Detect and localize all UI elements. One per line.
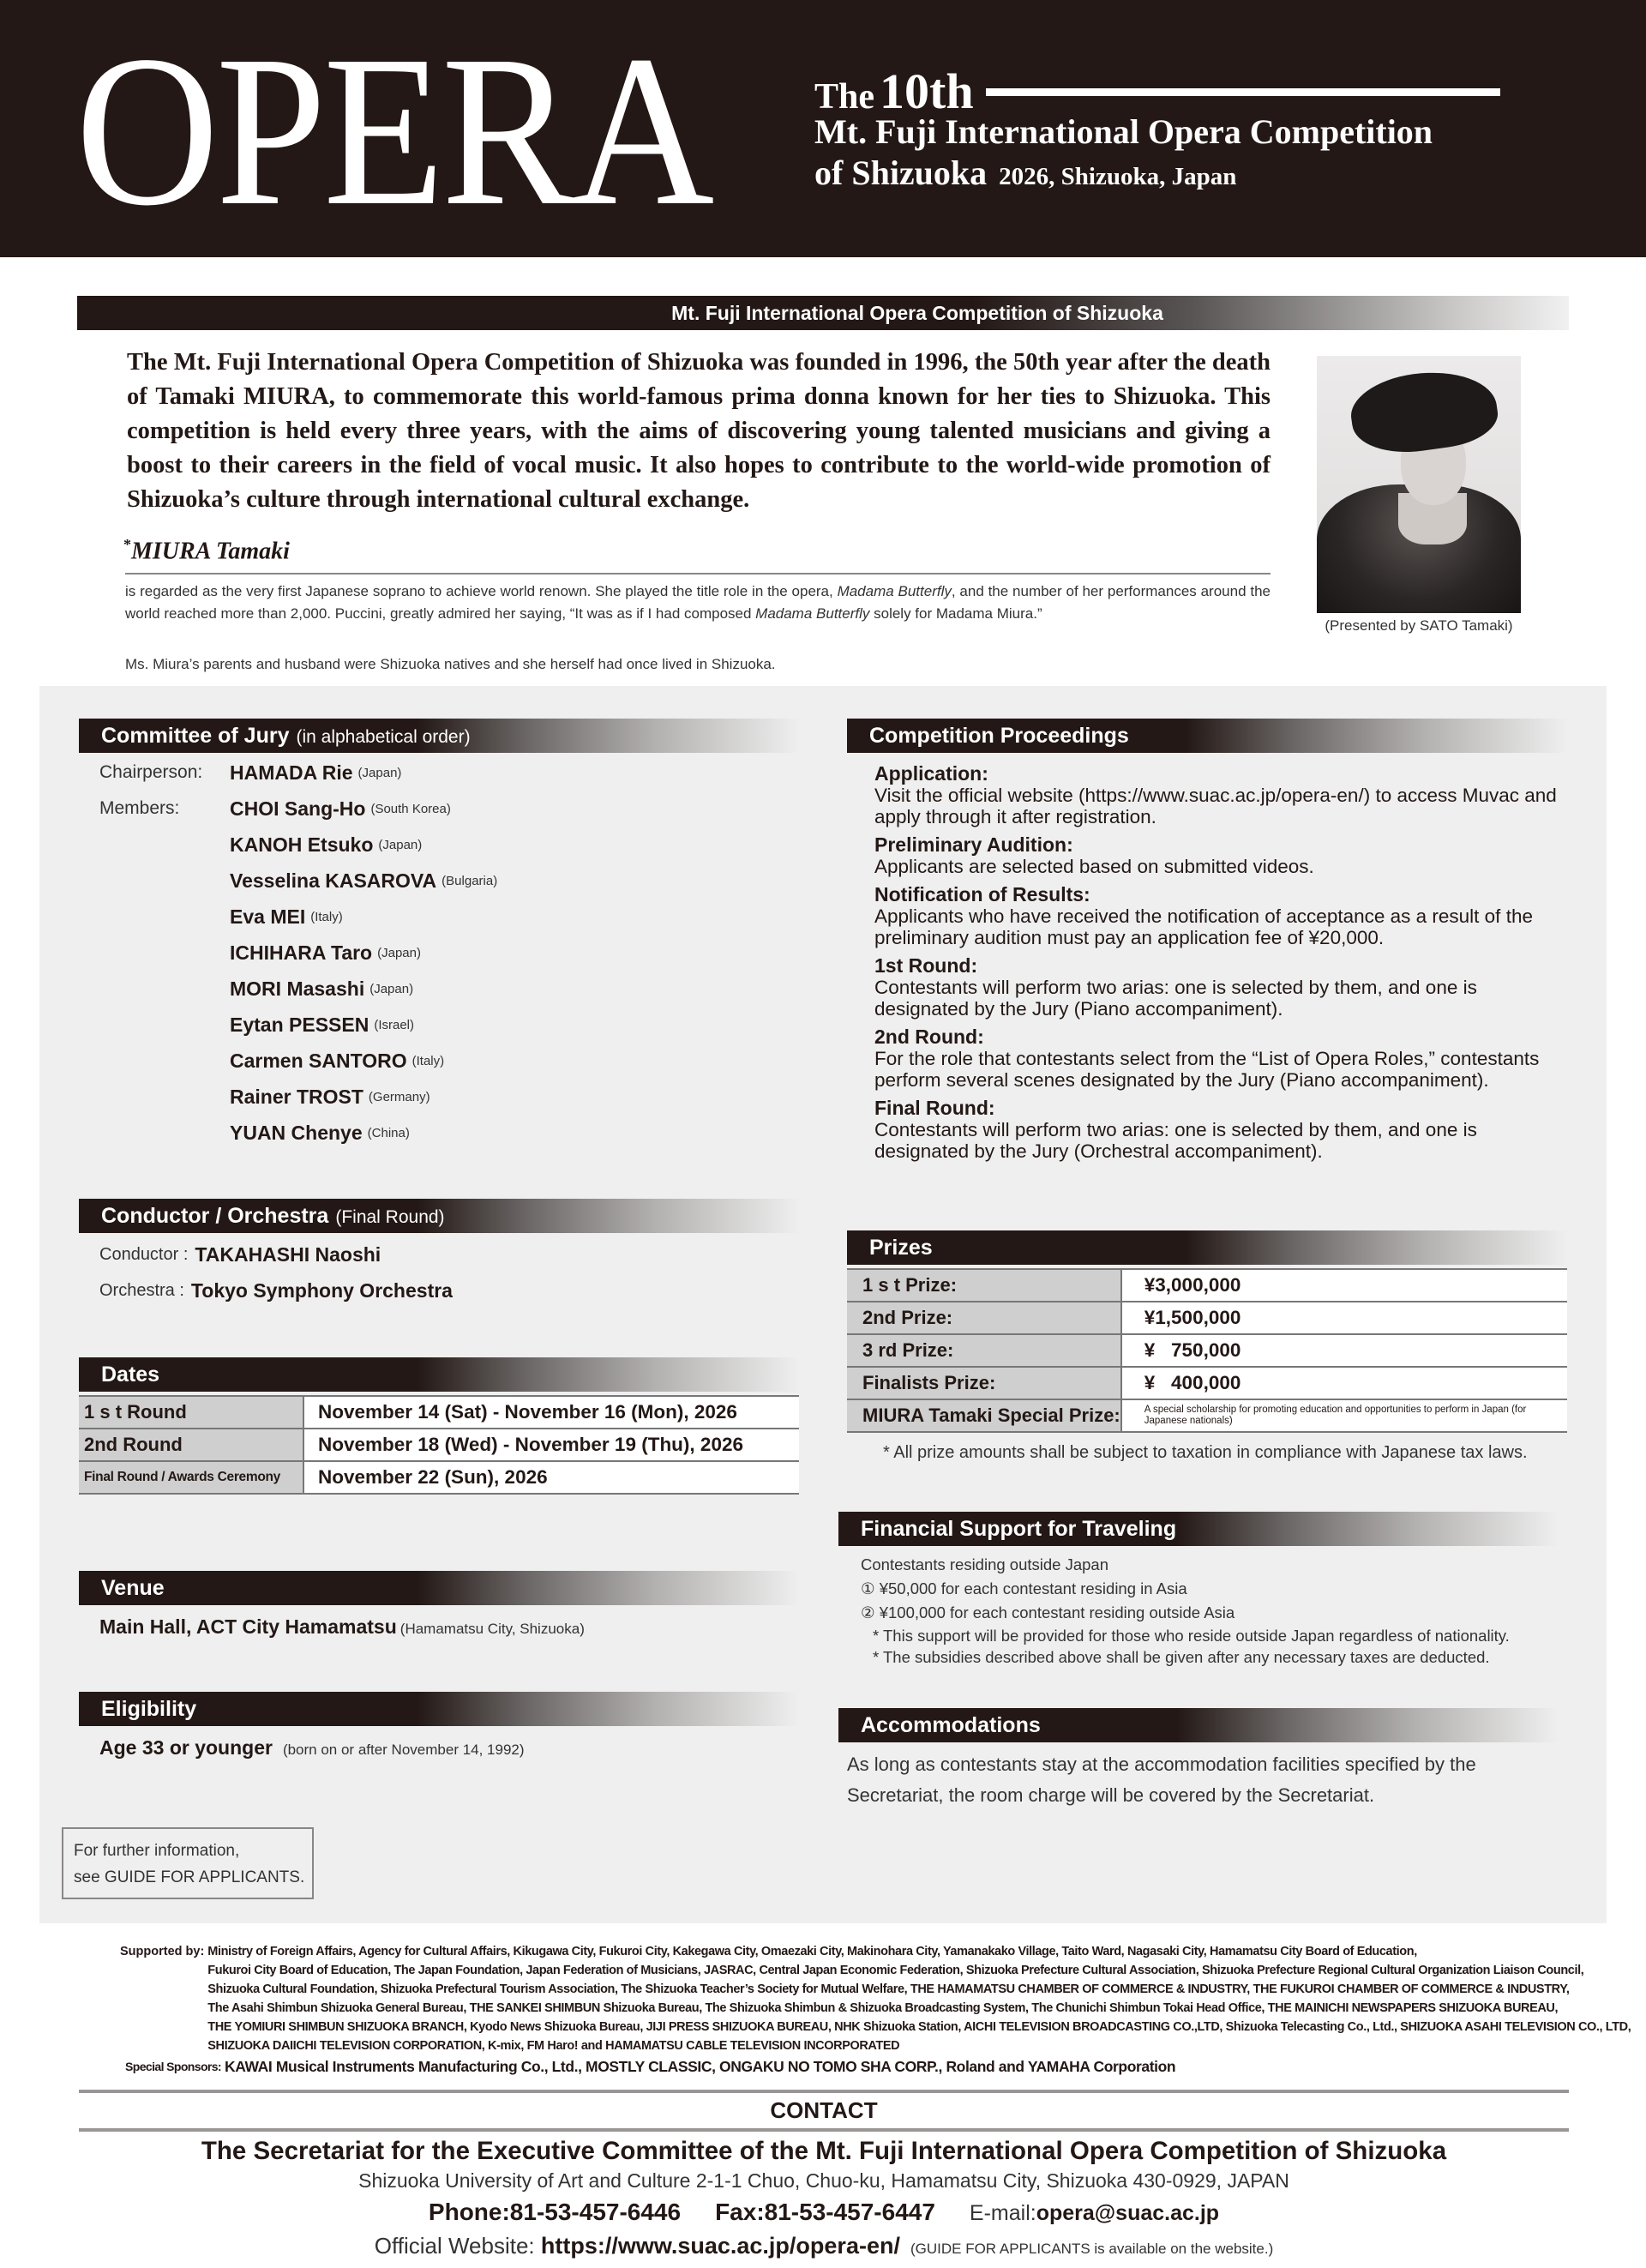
section-title: Dates bbox=[101, 1363, 160, 1387]
round-date: November 14 (Sat) - November 16 (Mon), 2026 bbox=[303, 1396, 799, 1429]
jury-row bbox=[79, 791, 799, 827]
jury-row bbox=[79, 863, 799, 899]
step-heading: Application: bbox=[874, 762, 988, 785]
accommodations-section bbox=[838, 1708, 1559, 1811]
prizes-table bbox=[847, 1268, 1567, 1433]
supporters-block bbox=[120, 1942, 1631, 2076]
section-bar-venue bbox=[79, 1571, 799, 1605]
prize-amount: ¥1,500,000 bbox=[1121, 1302, 1567, 1334]
conductor-label: Conductor : bbox=[99, 1244, 189, 1264]
jury-country: (Japan) bbox=[377, 945, 421, 960]
section-title: Eligibility bbox=[101, 1697, 197, 1721]
email-link[interactable]: opera@suac.ac.jp bbox=[1036, 2201, 1220, 2225]
section-bar-proceedings bbox=[847, 719, 1567, 753]
financial-intro: Contestants residing outside Japan bbox=[861, 1555, 1108, 1573]
financial-note: * This support will be provided for those who reside outside Japan regardless of nationality. bbox=[873, 1627, 1510, 1645]
table-row bbox=[847, 1302, 1567, 1334]
round-label: 1 s t Round bbox=[79, 1396, 303, 1429]
section-subtitle: (in alphabetical order) bbox=[296, 727, 471, 747]
section-title: Venue bbox=[101, 1576, 165, 1600]
dates-section bbox=[79, 1357, 799, 1495]
supported-list bbox=[207, 1942, 1631, 2055]
table-row bbox=[847, 1367, 1567, 1399]
section-subtitle: (Final Round) bbox=[335, 1207, 445, 1227]
financial-details bbox=[838, 1546, 1559, 1668]
section-bar-prizes bbox=[847, 1230, 1567, 1265]
section-bar-financial bbox=[838, 1512, 1559, 1546]
table-row bbox=[847, 1269, 1567, 1302]
jury-name: MORI Masashi bbox=[230, 977, 365, 1000]
accommodations-text: As long as contestants stay at the accommodation facilities specified by the Secretariat, the room charge will be covered by the Secretariat. bbox=[847, 1754, 1476, 1806]
year-location: 2026, Shizuoka, Japan bbox=[999, 163, 1237, 190]
section-title: Competition Proceedings bbox=[869, 724, 1129, 748]
prize-label: Finalists Prize: bbox=[847, 1367, 1121, 1399]
edition-number: 10th bbox=[880, 63, 974, 119]
contact-website bbox=[79, 2233, 1569, 2259]
edition-label bbox=[814, 63, 974, 119]
prize-label: MIURA Tamaki Special Prize: bbox=[847, 1399, 1121, 1432]
website-label: Official Website: bbox=[374, 2233, 541, 2259]
jury-name: Eva MEI bbox=[230, 905, 306, 928]
venue-name: Main Hall, ACT City Hamamatsu bbox=[99, 1615, 397, 1638]
competition-subtitle bbox=[814, 153, 1236, 193]
prize-description: A special scholarship for promoting education and opportunities to perform in Japan (for Japanese nationals) bbox=[1121, 1399, 1567, 1432]
prize-label: 1 s t Prize: bbox=[847, 1269, 1121, 1302]
orchestra-label: Orchestra : bbox=[99, 1280, 184, 1300]
bio-italic: Madama Butterfly bbox=[755, 605, 870, 622]
table-row bbox=[847, 1399, 1567, 1432]
section-title: Financial Support for Traveling bbox=[861, 1517, 1177, 1541]
prize-tax-note: * All prize amounts shall be subject to taxation in compliance with Japanese tax laws. bbox=[883, 1443, 1528, 1462]
bio-italic: Madama Butterfly bbox=[837, 583, 952, 599]
jury-country: (Bulgaria) bbox=[442, 873, 498, 888]
step-heading: 1st Round: bbox=[874, 954, 978, 977]
jury-name: CHOI Sang-Ho bbox=[230, 797, 366, 820]
jury-country: (China) bbox=[367, 1125, 410, 1140]
section-title: Accommodations bbox=[861, 1713, 1041, 1737]
jury-name: YUAN Chenye bbox=[230, 1121, 363, 1144]
conductor-section bbox=[79, 1199, 799, 1308]
contact-numbers bbox=[79, 2199, 1569, 2226]
section-bar-jury bbox=[79, 719, 799, 753]
financial-item: ① ¥50,000 for each contestant residing in Asia bbox=[861, 1579, 1187, 1597]
section-title: Prizes bbox=[869, 1236, 933, 1260]
bio-text: solely for Madama Miura.” bbox=[869, 605, 1042, 622]
jury-country: (Israel) bbox=[374, 1017, 415, 1032]
miura-bio-2: Ms. Miura’s parents and husband were Shizuoka natives and she herself had once lived in Shizuoka. bbox=[125, 656, 776, 672]
supporter-line: SHIZUOKA DAIICHI TELEVISION CORPORATION, K-mix, FM Haro! and HAMAMATSU CABLE TELEVISION INCORPORATED bbox=[207, 2039, 900, 2053]
sponsors-label: Special Sponsors: bbox=[125, 2060, 221, 2073]
step-heading: 2nd Round: bbox=[874, 1026, 984, 1048]
supporter-line: Ministry of Foreign Affairs, Agency for Cultural Affairs, Kikugawa City, Fukuroi City, Kakegawa City, Omaezaki City, Makinohara City, Yamanakako Village, Taito Ward, Nagasaki City, Hamamatsu City Board of Education, bbox=[207, 1945, 1417, 1958]
venue-section bbox=[79, 1571, 799, 1639]
jury-country: (Japan) bbox=[369, 981, 414, 996]
jury-name: Carmen SANTORO bbox=[230, 1049, 407, 1072]
supporter-line: Shizuoka Cultural Foundation, Shizuoka Prefectural Tourism Association, The Shizuoka Teacher’s Society for Mutual Welfare, THE HAMAMATSU CHAMBER OF COMMERCE & INDUSTRY, THE FUKUROI CHAMBER OF COMMERCE & INDUSTRY, bbox=[207, 1982, 1570, 1996]
step-heading: Final Round: bbox=[874, 1097, 995, 1119]
jury-row bbox=[79, 971, 799, 1007]
further-info-box bbox=[62, 1827, 314, 1899]
financial-section bbox=[838, 1512, 1559, 1668]
prize-label: 2nd Prize: bbox=[847, 1302, 1121, 1334]
jury-country: (Japan) bbox=[378, 837, 423, 852]
contact-organization: The Secretariat for the Executive Committee of the Mt. Fuji International Opera Competition of Shizuoka bbox=[201, 2137, 1447, 2165]
round-label: Final Round / Awards Ceremony bbox=[79, 1461, 303, 1494]
orchestra-name: Tokyo Symphony Orchestra bbox=[190, 1278, 453, 1302]
jury-list bbox=[79, 755, 799, 1151]
bio-text: is regarded as the very first Japanese soprano to achieve world renown. She played the title role in the opera, bbox=[125, 583, 838, 599]
jury-row bbox=[79, 827, 799, 863]
section-title: Conductor / Orchestra bbox=[101, 1204, 329, 1228]
jury-row bbox=[79, 899, 799, 935]
table-row bbox=[847, 1334, 1567, 1367]
jury-role: Members: bbox=[99, 798, 180, 818]
sponsors-list: KAWAI Musical Instruments Manufacturing Co., Ltd., MOSTLY CLASSIC, ONGAKU NO TOMO SHA CORP., Roland and YAMAHA Corporation bbox=[225, 2058, 1176, 2075]
intro-section-bar bbox=[77, 296, 1569, 330]
email-label: E-mail: bbox=[969, 2201, 1036, 2225]
miura-heading bbox=[123, 536, 290, 565]
section-bar-dates bbox=[79, 1357, 799, 1392]
venue-location: (Hamamatsu City, Shizuoka) bbox=[399, 1621, 585, 1637]
jury-section bbox=[79, 719, 799, 1151]
dates-table bbox=[79, 1395, 799, 1495]
info-line: see GUIDE FOR APPLICANTS. bbox=[74, 1868, 305, 1886]
masthead bbox=[0, 0, 1646, 257]
section-title: Committee of Jury bbox=[101, 724, 290, 748]
phone-number: Phone:81-53-457-6446 bbox=[428, 2199, 682, 2225]
conductor-name: TAKAHASHI Naoshi bbox=[195, 1242, 381, 1266]
proceedings-list bbox=[847, 753, 1567, 1162]
supporter-line: Fukuroi City Board of Education, The Japan Foundation, Japan Federation of Musicians, JASRAC, Central Japan Economic Federation, Shizuoka Prefecture Cultural Association, Shizuoka Prefecture Regional Cultural Organization Liaison Council, bbox=[207, 1964, 1584, 1977]
competition-title: Mt. Fuji International Opera Competition bbox=[814, 112, 1433, 151]
proceedings-section bbox=[847, 719, 1567, 1162]
eligibility-value bbox=[79, 1726, 799, 1760]
intro-bar-title: Mt. Fuji International Opera Competition of Shizuoka bbox=[671, 302, 1163, 324]
jury-country: (Italy) bbox=[412, 1053, 445, 1068]
section-bar-accommodations bbox=[838, 1708, 1559, 1742]
jury-row bbox=[79, 1115, 799, 1151]
jury-name: Eytan PESSEN bbox=[230, 1013, 369, 1036]
miura-heading-text: MIURA Tamaki bbox=[131, 538, 290, 565]
sponsors-row bbox=[120, 2057, 1577, 2076]
edition-prefix: The bbox=[814, 77, 875, 117]
section-bar-conductor bbox=[79, 1199, 799, 1233]
eligibility-age: Age 33 or younger bbox=[99, 1736, 273, 1759]
table-row bbox=[79, 1429, 799, 1461]
contact-address: Shizuoka University of Art and Culture 2-1-1 Chuo, Chuo-ku, Hamamatsu City, Shizuoka 430-0929, JAPAN bbox=[358, 2169, 1289, 2192]
jury-name: Vesselina KASAROVA bbox=[230, 869, 437, 892]
photo-hat bbox=[1347, 364, 1502, 460]
divider bbox=[125, 573, 1271, 575]
financial-item: ② ¥100,000 for each contestant residing outside Asia bbox=[861, 1603, 1235, 1621]
step-text: Contestants will perform two arias: one is selected by them, and one is designated by the Jury (Orchestral accompaniment). bbox=[874, 1119, 1477, 1162]
divider bbox=[79, 2090, 1569, 2093]
step-heading: Preliminary Audition: bbox=[874, 833, 1073, 856]
contact-title: CONTACT bbox=[770, 2097, 878, 2123]
website-link[interactable]: https://www.suac.ac.jp/opera-en/ bbox=[540, 2233, 900, 2259]
round-date: November 22 (Sun), 2026 bbox=[303, 1461, 799, 1494]
opera-logo: OPERA bbox=[75, 10, 712, 250]
jury-name: KANOH Etsuko bbox=[230, 833, 374, 856]
step-text: For the role that contestants select from the “List of Opera Roles,” contestants perform several scenes designated by the Jury (Piano accompaniment). bbox=[874, 1048, 1540, 1091]
conductor-row bbox=[79, 1236, 799, 1272]
jury-row bbox=[79, 1079, 799, 1115]
supported-by-row bbox=[120, 1942, 1631, 2055]
website-note: (GUIDE FOR APPLICANTS is available on the website.) bbox=[910, 2241, 1274, 2257]
jury-name: HAMADA Rie bbox=[230, 761, 353, 784]
round-date: November 18 (Wed) - November 19 (Thu), 2026 bbox=[303, 1429, 799, 1461]
eligibility-section bbox=[79, 1692, 799, 1760]
jury-row bbox=[79, 1043, 799, 1079]
portrait-photo bbox=[1317, 356, 1521, 613]
jury-row bbox=[79, 755, 799, 791]
prize-label: 3 rd Prize: bbox=[847, 1334, 1121, 1367]
step-heading: Notification of Results: bbox=[874, 883, 1090, 905]
section-bar-eligibility bbox=[79, 1692, 799, 1726]
round-label: 2nd Round bbox=[79, 1429, 303, 1461]
prize-amount: ¥ 750,000 bbox=[1121, 1334, 1567, 1367]
jury-name: Rainer TROST bbox=[230, 1085, 363, 1108]
step-text: Applicants who have received the notification of acceptance as a result of the preliminary audition must pay an application fee of ¥20,000. bbox=[874, 905, 1533, 948]
eligibility-note: (born on or after November 14, 1992) bbox=[282, 1742, 525, 1758]
supporter-line: The Asahi Shimbun Shizuoka General Bureau, THE SANKEI SHIMBUN Shizuoka Bureau, The Shizuoka Shimbun & Shizuoka Broadcasting System, The Chunichi Shimbun Tokai Head Office, THE MAINICHI NEWSPAPERS SHIZUOKA BUREAU, bbox=[207, 2001, 1559, 2015]
bio-text: , and the number of her performances around the world reached more than 2,000. Puccini, greatly admired her saying, “It was as if I had composed bbox=[125, 583, 1271, 622]
step-text: Visit the official website (https://www.suac.ac.jp/opera-en/) to access Muvac and apply through it after registration. bbox=[874, 785, 1557, 827]
fax-number: Fax:81-53-457-6447 bbox=[715, 2199, 935, 2225]
title-line2: of Shizuoka bbox=[814, 153, 988, 192]
table-row bbox=[79, 1461, 799, 1494]
step-text: Applicants are selected based on submitted videos. bbox=[874, 856, 1314, 877]
supported-label: Supported by: bbox=[120, 1945, 205, 1958]
jury-name: ICHIHARA Taro bbox=[230, 941, 373, 964]
prize-amount: ¥ 400,000 bbox=[1121, 1367, 1567, 1399]
table-row bbox=[79, 1396, 799, 1429]
orchestra-row bbox=[79, 1272, 799, 1308]
jury-country: (Japan) bbox=[357, 765, 402, 780]
jury-country: (Germany) bbox=[368, 1089, 430, 1104]
prize-amount: ¥3,000,000 bbox=[1121, 1269, 1567, 1302]
financial-note: * The subsidies described above shall be given after any necessary taxes are deducted. bbox=[873, 1648, 1490, 1666]
jury-country: (Italy) bbox=[310, 909, 343, 924]
jury-row bbox=[79, 1007, 799, 1043]
divider bbox=[79, 2128, 1569, 2132]
photo-caption: (Presented by SATO Tamaki) bbox=[1325, 617, 1513, 634]
header-rule bbox=[986, 88, 1500, 96]
prizes-section bbox=[847, 1230, 1567, 1463]
supporter-line: THE YOMIURI SHIMBUN SHIZUOKA BRANCH, Kyodo News Shizuoka Bureau, JIJI PRESS SHIZUOKA BUREAU, NHK Shizuoka Station, AICHI TELEVISION BROADCASTING CO.,LTD, Shizuoka Telecasting Co., Ltd., SHIZUOKA ASAHI TELEVISION CO., LTD, bbox=[207, 2020, 1631, 2034]
info-line: For further information, bbox=[74, 1842, 240, 1860]
venue-value bbox=[79, 1605, 799, 1639]
miura-bio bbox=[125, 581, 1271, 625]
jury-country: (South Korea) bbox=[370, 801, 451, 816]
jury-role: Chairperson: bbox=[99, 762, 203, 782]
jury-row bbox=[79, 935, 799, 971]
intro-paragraph: The Mt. Fuji International Opera Competition of Shizuoka was founded in 1996, the 50th year after the death of Tamaki MIURA, to commemorate this world-famous prima donna known for her ties to Shizuoka. This competition is held every three years, with the aims of discovering young talented musicians and giving a boost to their careers in the field of vocal music. It also hopes to contribute to the world-wide promotion of Shizuoka’s culture through international cultural exchange. bbox=[127, 349, 1271, 513]
footnote-marker: * bbox=[123, 536, 131, 553]
step-text: Contestants will perform two arias: one is selected by them, and one is designated by the Jury (Piano accompaniment). bbox=[874, 977, 1477, 1020]
